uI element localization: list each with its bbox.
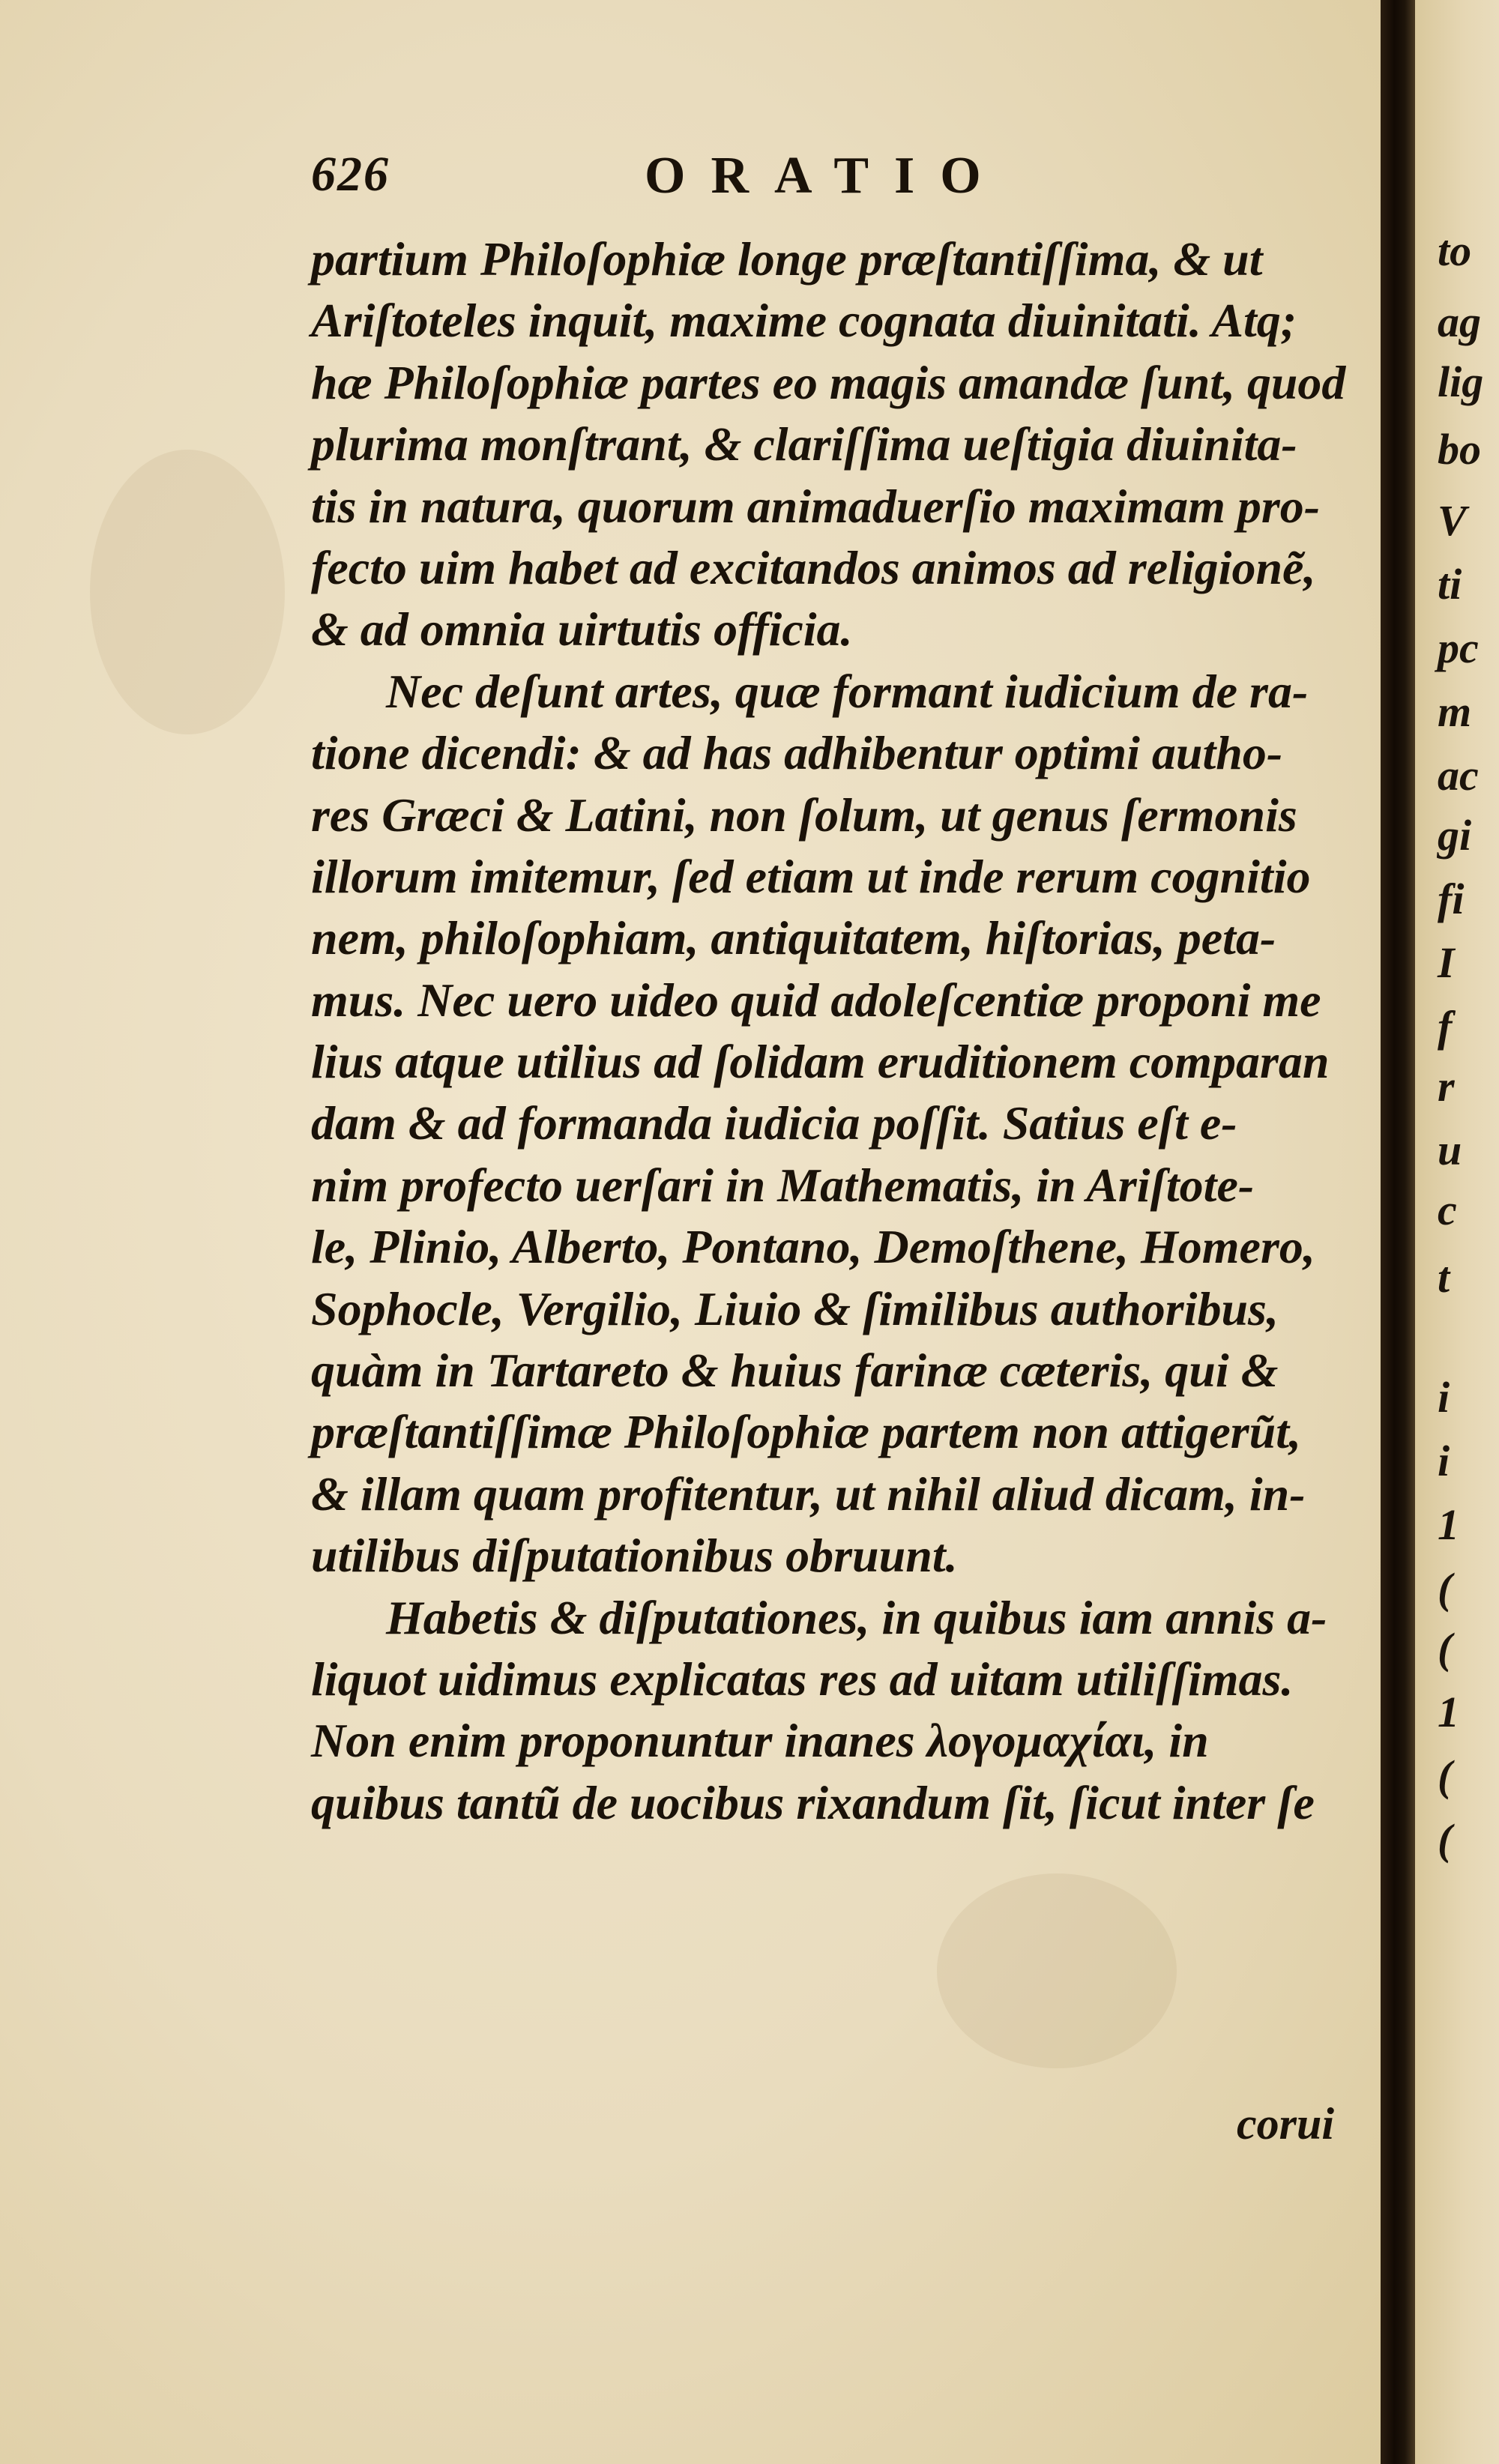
text-line: partium Philoſophiæ longe præſtantiſſima, & ut [311,232,1263,286]
body-text [311,229,1345,1834]
text-line: utilibus diſputationibus obruunt. [311,1529,958,1583]
facing-page-fragment: i [1438,1373,1450,1422]
facing-page-fragment: gi [1438,811,1472,860]
catchword: corui [1237,2099,1335,2149]
facing-page-fragment: u [1438,1126,1462,1174]
text-line: Habetis & diſputationes, in quibus iam annis a‐ [386,1590,1327,1644]
text-line: hæ Philoſophiæ partes eo magis amandæ ſunt, quod [311,355,1346,409]
text-line: dam & ad formanda iudicia poſſit. Satius eſt e‐ [311,1096,1237,1150]
text-line: quàm in Tartareto & huius farinæ cæteris, qui & [311,1344,1279,1398]
facing-page-fragment: ( [1438,1815,1453,1864]
text-line: liquot uidimus explicatas res ad uitam utiliſſimas. [311,1652,1294,1706]
text-line: tione dicendi: & ad has adhibentur optimi autho‐ [311,726,1283,780]
facing-page-fragment: bo [1438,425,1481,474]
facing-page-fragment: fi [1438,875,1465,923]
facing-page-fragment: V [1438,496,1467,545]
facing-page-fragment: c [1438,1186,1457,1234]
facing-page-fragment: ( [1438,1624,1453,1673]
paper-stain [937,1873,1177,2068]
facing-page-fragment: 1 [1438,1500,1459,1549]
facing-page-fragment: f [1438,1002,1453,1051]
book-gutter [1381,0,1415,2464]
facing-page-fragment: I [1438,938,1455,987]
text-line: mus. Nec uero uideo quid adoleſcentiæ proponi me [311,973,1321,1027]
text-line: & ad omnia uirtutis officia. [311,603,853,656]
facing-page-fragment: 1 [1438,1688,1459,1736]
text-line: tis in natura, quorum animaduerſio maximam pro‐ [311,479,1321,533]
text-line: Ariſtoteles inquit, maxime cognata diuinitati. Atq; [311,294,1297,348]
text-line: Nec deſunt artes, quæ formant iudicium de ra‐ [386,664,1309,718]
facing-page-fragment: i [1438,1437,1450,1485]
paper-stain [90,450,285,734]
text-line: illorum imitemur, ſed etiam ut inde rerum cognitio [311,849,1311,903]
text-line: Sophocle, Vergilio, Liuio & ſimilibus authoribus, [311,1281,1279,1335]
text-line: plurima monſtrant, & clariſſima ueſtigia diuinita‐ [311,417,1297,471]
facing-page-fragment: ( [1438,1751,1453,1800]
facing-page-fragment: ac [1438,751,1479,800]
facing-page-fragment: r [1438,1062,1455,1111]
page-header [311,146,1240,214]
facing-page-fragment: ag [1438,298,1481,346]
text-line: lius atque utilius ad ſolidam eruditionem comparan [311,1035,1330,1089]
text-line: res Græci & Latini, non ſolum, ut genus ſermonis [311,788,1297,842]
text-line: quibus tantũ de uocibus rixandum ſit, ſicut inter ſe [311,1775,1315,1829]
text-line: nem, philoſophiam, antiquitatem, hiſtorias, peta‐ [311,911,1276,965]
facing-page-fragment: lig [1438,357,1484,406]
text-line: fecto uim habet ad excitandos animos ad religionẽ, [311,540,1316,594]
facing-page-fragment: ti [1438,560,1462,609]
running-title: ORATIO [645,147,1007,205]
facing-page-fragment: pc [1438,623,1479,672]
text-line: præſtantiſſimæ Philoſophiæ partem non attigerũt, [311,1405,1302,1459]
text-line: le, Plinio, Alberto, Pontano, Demoſthene, Homero, [311,1220,1315,1274]
facing-page-fragment: m [1438,687,1472,736]
facing-page-fragment: ( [1438,1564,1453,1613]
facing-page-edge [1415,0,1499,2464]
text-line: & illam quam profitentur, ut nihil aliud dicam, in‐ [311,1467,1306,1521]
text-line: nim profecto uerſari in Mathematis, in Ariſtote‐ [311,1158,1255,1212]
facing-page-fragment: t [1438,1253,1450,1302]
folio-number: 626 [311,147,390,202]
text-line: Non enim proponuntur inanes λογομαχίαι, in [311,1714,1209,1768]
facing-page-fragment: to [1438,226,1472,275]
